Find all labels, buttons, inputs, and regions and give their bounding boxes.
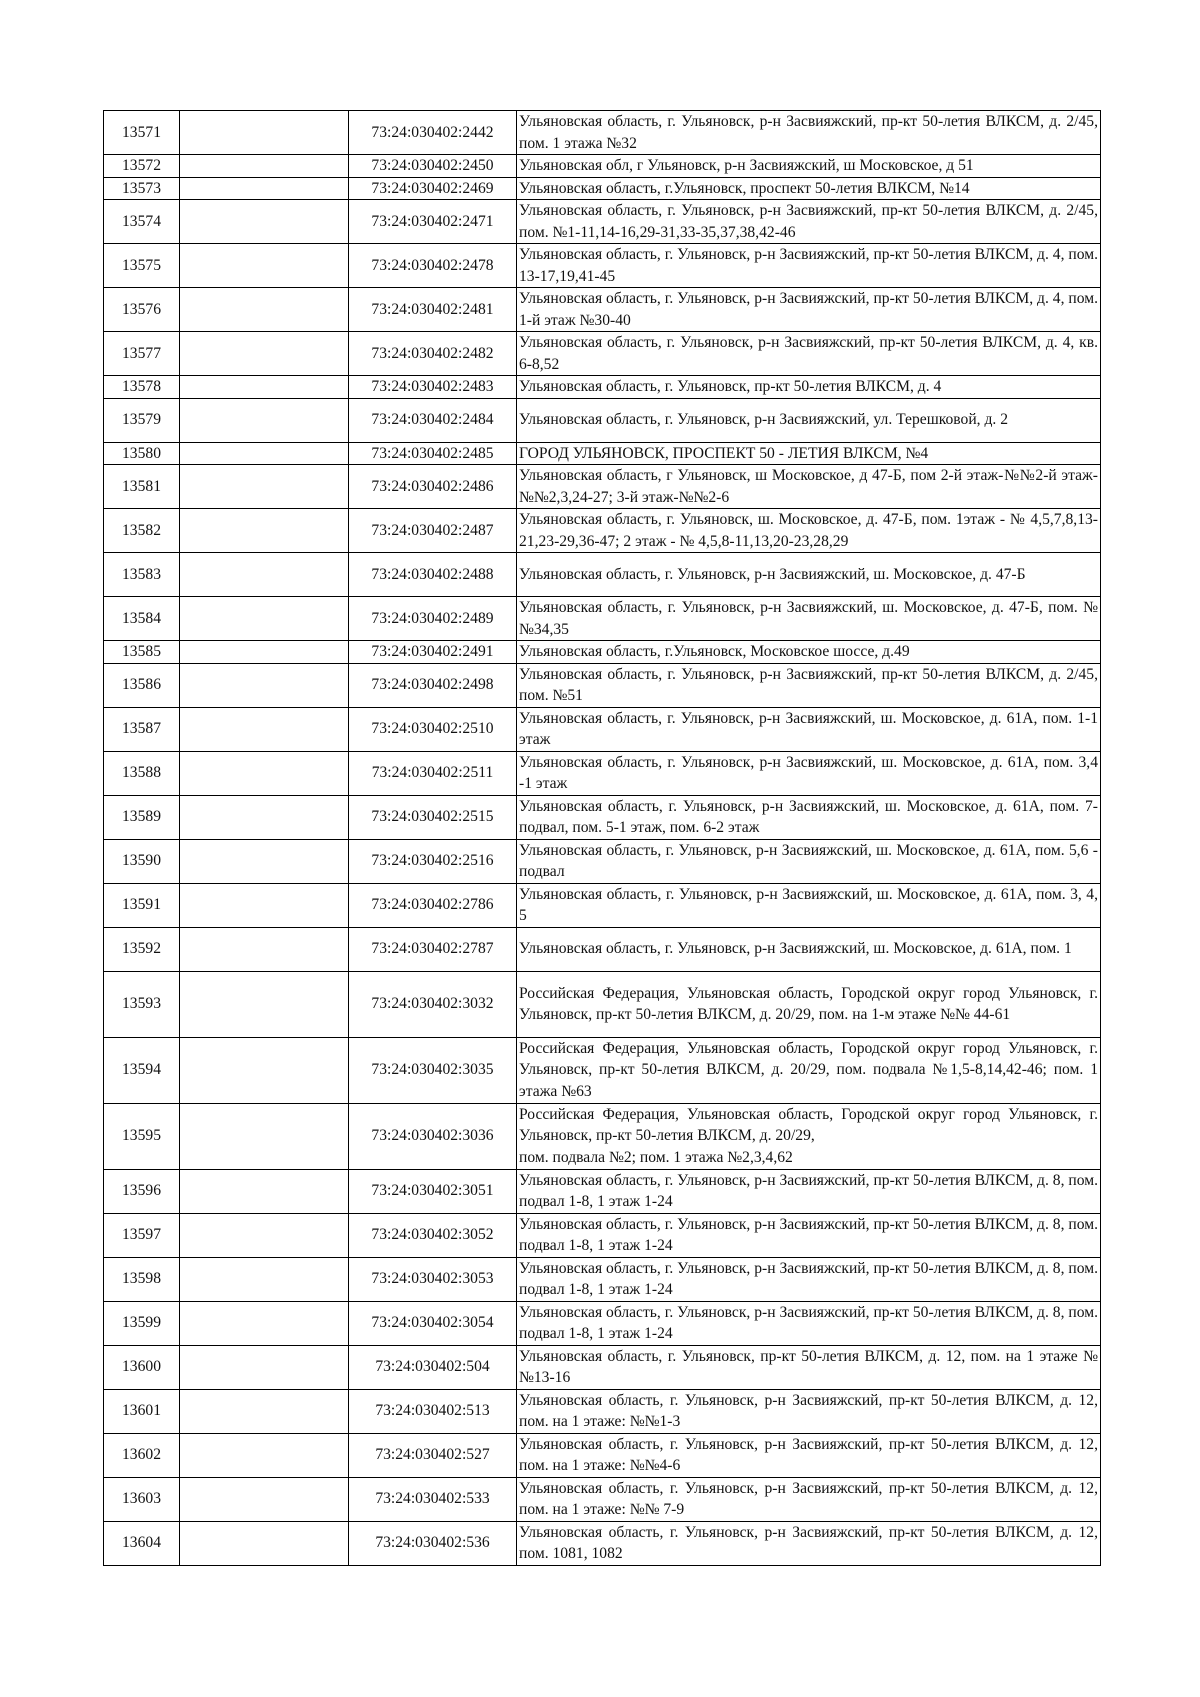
- cadastral-number: 73:24:030402:2450: [349, 155, 517, 178]
- row-number: 13586: [104, 663, 180, 707]
- address-cell: ГОРОД УЛЬЯНОВСК, ПРОСПЕКТ 50 - ЛЕТИЯ ВЛКСМ, №4: [517, 442, 1101, 465]
- table-row: [104, 1169, 1101, 1213]
- cadastral-number: 73:24:030402:3032: [349, 971, 517, 1037]
- owner-cell: [180, 553, 349, 597]
- owner-cell: [180, 663, 349, 707]
- address-cell: Ульяновская область, г. Ульяновск, р-н Засвияжский, пр-кт 50-летия ВЛКСМ, д. 8, пом. подвал 1-8, 1 этаж 1-24: [517, 1213, 1101, 1257]
- row-number: 13582: [104, 509, 180, 553]
- address-cell: Ульяновская область, г. Ульяновск, р-н Засвияжский, пр-кт 50-летия ВЛКСМ, д. 2/45, пом. №51: [517, 663, 1101, 707]
- owner-cell: [180, 398, 349, 442]
- cadastral-number: 73:24:030402:2481: [349, 288, 517, 332]
- owner-cell: [180, 1213, 349, 1257]
- table-row: [104, 1257, 1101, 1301]
- table-row: [104, 442, 1101, 465]
- owner-cell: [180, 1521, 349, 1565]
- owner-cell: [180, 641, 349, 664]
- cadastral-number: 73:24:030402:2488: [349, 553, 517, 597]
- cadastral-number: 73:24:030402:2442: [349, 111, 517, 155]
- row-number: 13575: [104, 244, 180, 288]
- cadastral-number: 73:24:030402:2487: [349, 509, 517, 553]
- cadastral-number: 73:24:030402:513: [349, 1389, 517, 1433]
- address-cell: Ульяновская область, г. Ульяновск, р-н Засвияжский, пр-кт 50-летия ВЛКСМ, д. 2/45, пом. №1-11,14-16,29-31,33-35,37,38,42-46: [517, 200, 1101, 244]
- table-row: [104, 795, 1101, 839]
- table-row: [104, 641, 1101, 664]
- cadastral-number: 73:24:030402:3052: [349, 1213, 517, 1257]
- cadastral-number: 73:24:030402:2498: [349, 663, 517, 707]
- row-number: 13577: [104, 332, 180, 376]
- address-cell: Ульяновская область, г. Ульяновск, р-н Засвияжский, ш. Московское, д. 61А, пом. 1: [517, 927, 1101, 971]
- address-cell: Ульяновская область, г. Ульяновск, р-н Засвияжский, ш. Московское, д. 47-Б, пом. №№34,35: [517, 597, 1101, 641]
- table-row: [104, 553, 1101, 597]
- owner-cell: [180, 288, 349, 332]
- row-number: 13593: [104, 971, 180, 1037]
- row-number: 13584: [104, 597, 180, 641]
- address-cell: Ульяновская область, г. Ульяновск, р-н Засвияжский, пр-кт 50-летия ВЛКСМ, д. 12, пом. на 1 этаже: №№4-6: [517, 1433, 1101, 1477]
- cadastral-number: 73:24:030402:2484: [349, 398, 517, 442]
- table-row: [104, 839, 1101, 883]
- owner-cell: [180, 155, 349, 178]
- row-number: 13581: [104, 465, 180, 509]
- row-number: 13604: [104, 1521, 180, 1565]
- row-number: 13588: [104, 751, 180, 795]
- cadastral-number: 73:24:030402:2787: [349, 927, 517, 971]
- address-cell: Ульяновская область, г Ульяновск, ш Московское, д 47-Б, пом 2-й этаж-№№2-й этаж-№№2,3,24-27; 3-й этаж-№№2-6: [517, 465, 1101, 509]
- table-row: [104, 707, 1101, 751]
- row-number: 13601: [104, 1389, 180, 1433]
- cadastral-number: 73:24:030402:2491: [349, 641, 517, 664]
- address-cell: Ульяновская обл, г Ульяновск, р-н Засвияжский, ш Московское, д 51: [517, 155, 1101, 178]
- row-number: 13594: [104, 1037, 180, 1103]
- table-row: [104, 1521, 1101, 1565]
- row-number: 13574: [104, 200, 180, 244]
- table-row: [104, 398, 1101, 442]
- table-row: [104, 597, 1101, 641]
- owner-cell: [180, 927, 349, 971]
- table-row: [104, 1103, 1101, 1169]
- table-row: [104, 1477, 1101, 1521]
- row-number: 13583: [104, 553, 180, 597]
- cadastral-number: 73:24:030402:2786: [349, 883, 517, 927]
- cadastral-number: 73:24:030402:2485: [349, 442, 517, 465]
- table-row: [104, 509, 1101, 553]
- cadastral-number: 73:24:030402:2489: [349, 597, 517, 641]
- owner-cell: [180, 1301, 349, 1345]
- cadastral-number: 73:24:030402:2483: [349, 376, 517, 399]
- row-number: 13585: [104, 641, 180, 664]
- cadastral-number: 73:24:030402:3054: [349, 1301, 517, 1345]
- row-number: 13602: [104, 1433, 180, 1477]
- owner-cell: [180, 332, 349, 376]
- owner-cell: [180, 1345, 349, 1389]
- owner-cell: [180, 1037, 349, 1103]
- cadastral-number: 73:24:030402:2471: [349, 200, 517, 244]
- cadastral-number: 73:24:030402:2469: [349, 177, 517, 200]
- owner-cell: [180, 1103, 349, 1169]
- address-cell: Ульяновская область, г.Ульяновск, Московское шоссе, д.49: [517, 641, 1101, 664]
- cadastral-number: 73:24:030402:3053: [349, 1257, 517, 1301]
- cadastral-number: 73:24:030402:2511: [349, 751, 517, 795]
- owner-cell: [180, 200, 349, 244]
- table-row: [104, 244, 1101, 288]
- row-number: 13592: [104, 927, 180, 971]
- address-cell: Ульяновская область, г. Ульяновск, р-н Засвияжский, ш. Московское, д. 47-Б: [517, 553, 1101, 597]
- row-number: 13600: [104, 1345, 180, 1389]
- table-row: [104, 1345, 1101, 1389]
- owner-cell: [180, 1477, 349, 1521]
- address-cell: Ульяновская область, г. Ульяновск, ш. Московское, д. 47-Б, пом. 1этаж - № 4,5,7,8,13-21,23-29,36-47; 2 этаж - № 4,5,8-11,13,20-23,28,29: [517, 509, 1101, 553]
- address-cell: Ульяновская область, г. Ульяновск, р-н Засвияжский, пр-кт 50-летия ВЛКСМ, д. 12, пом. на 1 этаже: №№1-3: [517, 1389, 1101, 1433]
- table-row: [104, 111, 1101, 155]
- owner-cell: [180, 244, 349, 288]
- row-number: 13590: [104, 839, 180, 883]
- address-cell: Ульяновская область, г. Ульяновск, пр-кт 50-летия ВЛКСМ, д. 4: [517, 376, 1101, 399]
- cadastral-number: 73:24:030402:533: [349, 1477, 517, 1521]
- table-row: [104, 971, 1101, 1037]
- table-row: [104, 927, 1101, 971]
- owner-cell: [180, 839, 349, 883]
- row-number: 13571: [104, 111, 180, 155]
- row-number: 13572: [104, 155, 180, 178]
- table-row: [104, 200, 1101, 244]
- owner-cell: [180, 442, 349, 465]
- cadastral-number: 73:24:030402:2516: [349, 839, 517, 883]
- owner-cell: [180, 376, 349, 399]
- row-number: 13578: [104, 376, 180, 399]
- address-cell: Ульяновская область, г. Ульяновск, р-н Засвияжский, пр-кт 50-летия ВЛКСМ, д. 8, пом. подвал 1-8, 1 этаж 1-24: [517, 1301, 1101, 1345]
- address-cell: Ульяновская область, г. Ульяновск, р-н Засвияжский, пр-кт 50-летия ВЛКСМ, д. 4, кв. 6-8,52: [517, 332, 1101, 376]
- cadastral-number: 73:24:030402:536: [349, 1521, 517, 1565]
- cadastral-number: 73:24:030402:3051: [349, 1169, 517, 1213]
- address-cell: Ульяновская область, г. Ульяновск, р-н Засвияжский, ш. Московское, д. 61А, пом. 7- подвал, пом. 5-1 этаж, пом. 6-2 этаж: [517, 795, 1101, 839]
- row-number: 13573: [104, 177, 180, 200]
- address-cell: Ульяновская область, г. Ульяновск, пр-кт 50-летия ВЛКСМ, д. 12, пом. на 1 этаже №№13-16: [517, 1345, 1101, 1389]
- owner-cell: [180, 597, 349, 641]
- registry-table-body: [104, 111, 1101, 1566]
- address-cell: Ульяновская область, г. Ульяновск, р-н Засвияжский, пр-кт 50-летия ВЛКСМ, д. 12, пом. на 1 этаже: №№ 7-9: [517, 1477, 1101, 1521]
- cadastral-number: 73:24:030402:2486: [349, 465, 517, 509]
- cadastral-number: 73:24:030402:2515: [349, 795, 517, 839]
- row-number: 13576: [104, 288, 180, 332]
- address-cell: Ульяновская область, г. Ульяновск, р-н Засвияжский, ш. Московское, д. 61А, пом. 1-1 этаж: [517, 707, 1101, 751]
- table-row: [104, 465, 1101, 509]
- row-number: 13591: [104, 883, 180, 927]
- row-number: 13587: [104, 707, 180, 751]
- cadastral-number: 73:24:030402:3035: [349, 1037, 517, 1103]
- table-row: [104, 177, 1101, 200]
- row-number: 13598: [104, 1257, 180, 1301]
- cadastral-number: 73:24:030402:504: [349, 1345, 517, 1389]
- address-cell: Ульяновская область, г. Ульяновск, р-н Засвияжский, пр-кт 50-летия ВЛКСМ, д. 4, пом. 1-й этаж №30-40: [517, 288, 1101, 332]
- address-cell: Ульяновская область, г. Ульяновск, р-н Засвияжский, ул. Терешковой, д. 2: [517, 398, 1101, 442]
- row-number: 13597: [104, 1213, 180, 1257]
- table-row: [104, 751, 1101, 795]
- row-number: 13596: [104, 1169, 180, 1213]
- address-cell: Российская Федерация, Ульяновская область, Городской округ город Ульяновск, г. Ульяновск, пр-кт 50-летия ВЛКСМ, д. 20/29, пом. подвала №2; пом. 1 этажа №2,3,4,62: [517, 1103, 1101, 1169]
- table-row: [104, 376, 1101, 399]
- owner-cell: [180, 1389, 349, 1433]
- owner-cell: [180, 883, 349, 927]
- cadastral-number: 73:24:030402:2478: [349, 244, 517, 288]
- address-cell: Российская Федерация, Ульяновская область, Городской округ город Ульяновск, г. Ульяновск, пр-кт 50-летия ВЛКСМ, д. 20/29, пом. подвала №1,5-8,14,42-46; пом. 1 этажа №63: [517, 1037, 1101, 1103]
- cadastral-number: 73:24:030402:527: [349, 1433, 517, 1477]
- table-row: [104, 288, 1101, 332]
- cadastral-number: 73:24:030402:2482: [349, 332, 517, 376]
- table-row: [104, 332, 1101, 376]
- address-cell: Ульяновская область, г. Ульяновск, р-н Засвияжский, пр-кт 50-летия ВЛКСМ, д. 8, пом. подвал 1-8, 1 этаж 1-24: [517, 1257, 1101, 1301]
- owner-cell: [180, 751, 349, 795]
- table-row: [104, 1037, 1101, 1103]
- owner-cell: [180, 177, 349, 200]
- table-row: [104, 1433, 1101, 1477]
- owner-cell: [180, 1169, 349, 1213]
- owner-cell: [180, 111, 349, 155]
- address-cell: Ульяновская область, г. Ульяновск, р-н Засвияжский, ш. Московское, д. 61А, пом. 5,6 - подвал: [517, 839, 1101, 883]
- cadastral-number: 73:24:030402:3036: [349, 1103, 517, 1169]
- owner-cell: [180, 1433, 349, 1477]
- address-cell: Ульяновская область, г. Ульяновск, р-н Засвияжский, пр-кт 50-летия ВЛКСМ, д. 2/45, пом. 1 этажа №32: [517, 111, 1101, 155]
- table-row: [104, 155, 1101, 178]
- row-number: 13580: [104, 442, 180, 465]
- row-number: 13579: [104, 398, 180, 442]
- table-row: [104, 1301, 1101, 1345]
- address-cell: Ульяновская область, г. Ульяновск, р-н Засвияжский, пр-кт 50-летия ВЛКСМ, д. 12, пом. 1081, 1082: [517, 1521, 1101, 1565]
- table-row: [104, 1389, 1101, 1433]
- address-cell: Ульяновская область, г. Ульяновск, р-н Засвияжский, пр-кт 50-летия ВЛКСМ, д. 4, пом. 13-17,19,41-45: [517, 244, 1101, 288]
- owner-cell: [180, 707, 349, 751]
- owner-cell: [180, 1257, 349, 1301]
- row-number: 13595: [104, 1103, 180, 1169]
- row-number: 13603: [104, 1477, 180, 1521]
- owner-cell: [180, 465, 349, 509]
- address-cell: Российская Федерация, Ульяновская область, Городской округ город Ульяновск, г. Ульяновск, пр-кт 50-летия ВЛКСМ, д. 20/29, пом. на 1-м этаже №№ 44-61: [517, 971, 1101, 1037]
- address-cell: Ульяновская область, г.Ульяновск, проспект 50-летия ВЛКСМ, №14: [517, 177, 1101, 200]
- address-cell: Ульяновская область, г. Ульяновск, р-н Засвияжский, пр-кт 50-летия ВЛКСМ, д. 8, пом. подвал 1-8, 1 этаж 1-24: [517, 1169, 1101, 1213]
- address-cell: Ульяновская область, г. Ульяновск, р-н Засвияжский, ш. Московское, д. 61А, пом. 3,4 -1 этаж: [517, 751, 1101, 795]
- row-number: 13589: [104, 795, 180, 839]
- table-row: [104, 663, 1101, 707]
- owner-cell: [180, 971, 349, 1037]
- owner-cell: [180, 509, 349, 553]
- registry-table: [103, 110, 1101, 1566]
- owner-cell: [180, 795, 349, 839]
- cadastral-number: 73:24:030402:2510: [349, 707, 517, 751]
- row-number: 13599: [104, 1301, 180, 1345]
- table-row: [104, 883, 1101, 927]
- address-cell: Ульяновская область, г. Ульяновск, р-н Засвияжский, ш. Московское, д. 61А, пом. 3, 4, 5: [517, 883, 1101, 927]
- table-row: [104, 1213, 1101, 1257]
